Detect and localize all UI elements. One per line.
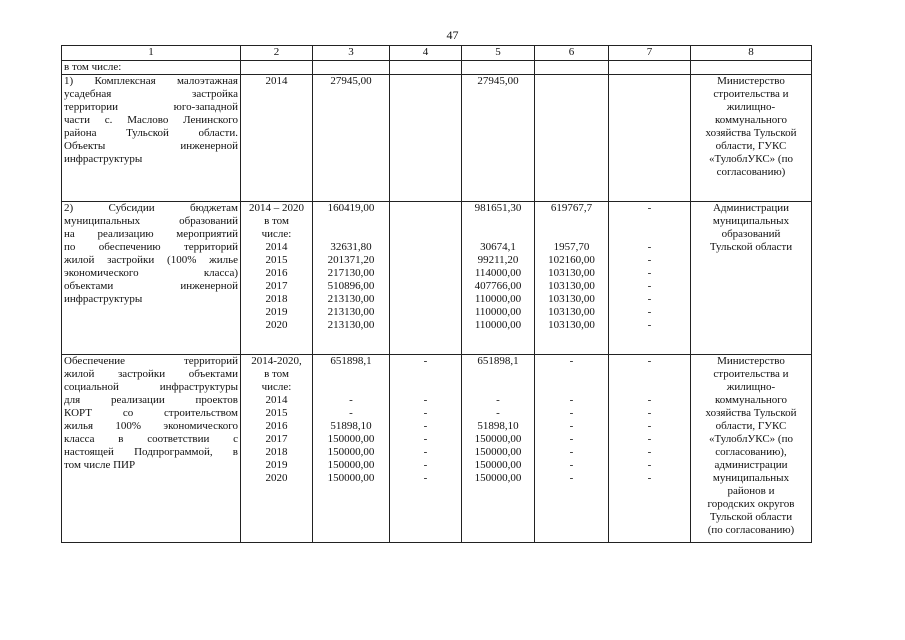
row1-exec-line: согласованию) — [716, 166, 786, 178]
row2-desc-line: 2) Субсидии бюджетам — [64, 202, 238, 214]
row1-desc-line: территории юго-западной — [64, 101, 238, 113]
table-row — [62, 75, 812, 202]
row2-year: 2018 — [265, 293, 288, 305]
row3-year: 2015 — [265, 407, 288, 419]
row1-executor — [691, 75, 812, 202]
row1-desc-line: усадебная застройка — [64, 88, 238, 100]
row3-exec-line: городских округов — [707, 498, 795, 510]
row3-exec-line: районов и — [727, 485, 775, 497]
row3-col4-value — [392, 368, 459, 381]
row2-exec-line: Администрации — [712, 202, 790, 214]
row3-col5-value: 150000,00 — [474, 446, 522, 458]
row3-col4-value: - — [423, 459, 428, 471]
row2-col3-value: 160419,00 — [327, 202, 375, 214]
row3-col3-value: 150000,00 — [327, 446, 375, 458]
row3-year: 2014-2020, — [251, 355, 302, 367]
row2-col7-value: - — [647, 267, 652, 279]
row1-exec-line: хозяйства Тульской — [705, 127, 797, 139]
row2-year: 2016 — [265, 267, 288, 279]
row2-col7-value: - — [647, 319, 652, 331]
row3-years — [241, 355, 313, 543]
row3-desc-line: жилья 100% экономического — [64, 420, 238, 432]
header-cell-5: 5 — [462, 46, 535, 61]
row2-desc-line: объектами инженерной — [64, 280, 238, 292]
row3-col7-value: - — [647, 407, 652, 419]
row3-col5-value — [464, 368, 532, 381]
row3-year: 2019 — [265, 459, 288, 471]
row3-col3-value: 150000,00 — [327, 459, 375, 471]
row3-desc-line: Обеспечение территорий — [64, 355, 238, 367]
row3-col7-value: - — [647, 355, 652, 367]
row1-desc-line: района Тульской области. — [64, 127, 238, 139]
row1-col4 — [390, 75, 462, 202]
row2-col5-value: 110000,00 — [474, 306, 522, 318]
row3-col5-value: 150000,00 — [474, 459, 522, 471]
row3-col6 — [535, 355, 609, 543]
row3-exec-line: Тульской области — [709, 511, 793, 523]
row3-year: 2016 — [265, 420, 288, 432]
row3-exec-line: Министерство — [717, 355, 785, 367]
row3-col4-value: - — [423, 355, 428, 367]
row2-year: 2020 — [265, 319, 288, 331]
row2-description — [62, 202, 241, 355]
row1-exec-line: жилищно- — [726, 101, 776, 113]
row3-col7-value — [611, 381, 688, 394]
row1-desc-line: инфраструктуры — [64, 153, 143, 165]
row3-col4-value: - — [423, 420, 428, 432]
row3-col7-value: - — [647, 459, 652, 471]
row2-col6-value: 103130,00 — [548, 293, 595, 305]
row3-col3-value: - — [349, 394, 353, 406]
row2-desc-line: инфраструктуры — [64, 293, 143, 305]
row3-col5-value: 651898,1 — [477, 355, 519, 367]
row3-col4-value: - — [423, 394, 428, 406]
row3-col5-value: - — [496, 394, 500, 406]
row2-col6-value — [537, 228, 606, 241]
row2-executor — [691, 202, 812, 355]
page-number: 47 — [446, 28, 459, 42]
row2-desc-line: муниципальных образований — [64, 215, 238, 227]
row3-desc-line: КОРТ со строительством — [64, 407, 238, 419]
row2-col7-value — [611, 228, 688, 241]
row2-col3-value: 510896,00 — [327, 280, 375, 292]
row2-col7-value: - — [647, 241, 652, 253]
subheading-cell: в том числе: — [62, 61, 241, 75]
row2-col5-value: 407766,00 — [474, 280, 522, 292]
table-row — [62, 202, 812, 355]
row1-exec-line: области, ГУКС — [715, 140, 787, 152]
row2-col3-value: 217130,00 — [327, 267, 375, 279]
row2-col7-value: - — [647, 280, 652, 292]
row2-col3 — [313, 202, 390, 355]
row3-col5-value: 51898,10 — [477, 420, 519, 432]
row2-col5-value: 110000,00 — [474, 319, 522, 331]
row3-col6-value: - — [569, 407, 574, 419]
row2-col3-value: 201371,20 — [327, 254, 375, 266]
row2-years — [241, 202, 313, 355]
row3-exec-line: жилищно- — [726, 381, 776, 393]
row2-year: 2014 – 2020 — [249, 202, 304, 214]
row2-year: числе: — [261, 228, 292, 240]
row3-col3-value: - — [349, 407, 353, 419]
row3-col7-value: - — [647, 420, 652, 432]
row3-col5-value: 150000,00 — [474, 472, 522, 484]
row2-col3-value — [315, 215, 387, 228]
row3-exec-line: муниципальных — [712, 472, 790, 484]
row3-col7-value: - — [647, 472, 652, 484]
row3-col4 — [390, 355, 462, 543]
header-cell-3: 3 — [313, 46, 390, 61]
row1-col7 — [609, 75, 691, 202]
row3-desc-line: том числе ПИР — [64, 459, 136, 471]
row2-col4 — [390, 202, 462, 355]
row3-desc-line: класса в соответствии с — [64, 433, 238, 445]
row1-exec-line: Министерство — [717, 75, 785, 87]
row1-exec-line: коммунального — [715, 114, 787, 126]
row3-exec-line: «ТулоблУКС» (по — [709, 433, 793, 445]
row2-col5-value: 981651,30 — [474, 202, 522, 214]
header-cell-2: 2 — [241, 46, 313, 61]
row2-col6-value: 103130,00 — [548, 267, 595, 279]
row3-col6-value: - — [569, 394, 574, 406]
row2-col6-value — [537, 215, 606, 228]
row2-desc-line: на реализацию мероприятий — [64, 228, 238, 240]
row3-col4-value — [392, 381, 459, 394]
row3-year: в том — [264, 368, 289, 380]
row3-exec-line: коммунального — [715, 394, 787, 406]
row2-col6 — [535, 202, 609, 355]
row3-col7-value: - — [647, 433, 652, 445]
row2-col5-value: 99211,20 — [477, 254, 519, 266]
program-table — [61, 45, 812, 543]
row3-desc-line: социальной инфраструктуры — [64, 381, 238, 393]
row3-year: 2014 — [265, 394, 288, 406]
row1-desc-line: части с. Маслово Ленинского — [64, 114, 238, 126]
header-cell-4: 4 — [390, 46, 462, 61]
row3-exec-line: строительства и — [713, 368, 789, 380]
row2-col5-value: 110000,00 — [474, 293, 522, 305]
row3-col3-value: 51898,10 — [330, 420, 372, 432]
row3-exec-line: (по согласованию) — [707, 524, 795, 536]
row2-col7-value: - — [647, 254, 652, 266]
row3-col6-value — [537, 381, 606, 394]
row3-col5-value: - — [496, 407, 500, 419]
row3-year: числе: — [261, 381, 292, 393]
row2-col6-value: 103130,00 — [548, 319, 595, 331]
row2-year: 2017 — [265, 280, 288, 292]
row2-col3-value: 213130,00 — [327, 306, 375, 318]
row3-executor — [691, 355, 812, 543]
header-cell-6: 6 — [535, 46, 609, 61]
row3-col6-value: - — [569, 472, 574, 484]
row3-exec-line: хозяйства Тульской — [705, 407, 797, 419]
row3-col5-value — [464, 381, 532, 394]
row3-desc-line: настоящей Подпрограммой, в — [64, 446, 238, 458]
row3-col5 — [462, 355, 535, 543]
row3-col3 — [313, 355, 390, 543]
row1-year: 2014 — [241, 75, 313, 202]
row2-col6-value: 103130,00 — [548, 306, 595, 318]
row3-year: 2020 — [265, 472, 288, 484]
row3-col3-value — [315, 381, 387, 394]
row3-col3-value — [315, 368, 387, 381]
row2-col7-value — [611, 215, 688, 228]
row2-year: 2014 — [265, 241, 288, 253]
row3-col6-value: - — [569, 446, 574, 458]
header-cell-8: 8 — [691, 46, 812, 61]
row2-year: 2015 — [265, 254, 288, 266]
row1-col3: 27945,00 — [313, 75, 390, 202]
row1-col5: 27945,00 — [462, 75, 535, 202]
header-cell-1: 1 — [62, 46, 241, 61]
row3-col5-value: 150000,00 — [474, 433, 522, 445]
row2-col7 — [609, 202, 691, 355]
row3-col3-value: 150000,00 — [327, 433, 375, 445]
row1-col6 — [535, 75, 609, 202]
row3-col4-value: - — [423, 446, 428, 458]
row3-col6-value — [537, 368, 606, 381]
row2-col3-value: 213130,00 — [327, 293, 375, 305]
row3-col6-value: - — [569, 355, 574, 367]
row3-description — [62, 355, 241, 543]
row3-col6-value: - — [569, 459, 574, 471]
row2-col7-value: - — [647, 306, 652, 318]
row2-col5-value — [464, 228, 532, 241]
row2-year: в том — [264, 215, 289, 227]
row2-col7-value: - — [647, 293, 652, 305]
row3-col6-value: - — [569, 433, 574, 445]
subheading-row — [62, 61, 812, 75]
row2-exec-line: муниципальных — [712, 215, 790, 227]
row3-exec-line: согласованию), — [715, 446, 787, 458]
row2-exec-line: образований — [721, 228, 781, 240]
row1-exec-line: «ТулоблУКС» (по — [709, 153, 793, 165]
header-cell-7: 7 — [609, 46, 691, 61]
row2-col5-value — [464, 215, 532, 228]
row1-exec-line: строительства и — [713, 88, 789, 100]
row3-year: 2018 — [265, 446, 288, 458]
row2-exec-line: Тульской области — [709, 241, 793, 253]
row3-col7-value: - — [647, 394, 652, 406]
row1-desc-line: 1) Комплексная малоэтажная — [64, 75, 238, 87]
row2-desc-line: жилой застройки (100% жилье — [64, 254, 238, 266]
row2-col6-value: 103130,00 — [548, 280, 595, 292]
row2-col6-value: 1957,70 — [553, 241, 590, 253]
row2-col3-value: 213130,00 — [327, 319, 375, 331]
row1-description — [62, 75, 241, 202]
row2-year: 2019 — [265, 306, 288, 318]
row2-col6-value: 102160,00 — [548, 254, 595, 266]
header-row — [62, 46, 812, 61]
row3-col7 — [609, 355, 691, 543]
row3-col3-value: 651898,1 — [330, 355, 372, 367]
row2-col7-value: - — [647, 202, 652, 214]
row1-desc-line: Объекты инженерной — [64, 140, 238, 152]
row3-col4-value: - — [423, 433, 428, 445]
row3-col4-value: - — [423, 472, 428, 484]
table-row — [62, 355, 812, 543]
row3-exec-line: администрации — [714, 459, 788, 471]
row2-col3-value: 32631,80 — [330, 241, 372, 253]
row3-col7-value — [611, 368, 688, 381]
row3-desc-line: для реализации проектов — [64, 394, 238, 406]
row3-col6-value: - — [569, 420, 574, 432]
row3-desc-line: жилой застройки объектами — [64, 368, 238, 380]
row3-year: 2017 — [265, 433, 288, 445]
row3-col4-value: - — [423, 407, 428, 419]
row2-col5 — [462, 202, 535, 355]
row2-col5-value: 30674,1 — [480, 241, 516, 253]
row2-desc-line: экономического класса) — [64, 267, 238, 279]
row2-col3-value — [315, 228, 387, 241]
row2-col6-value: 619767,7 — [550, 202, 593, 214]
row3-col7-value: - — [647, 446, 652, 458]
row3-col3-value: 150000,00 — [327, 472, 375, 484]
row2-desc-line: по обеспечению территорий — [64, 241, 238, 253]
row2-col5-value: 114000,00 — [474, 267, 522, 279]
row3-exec-line: области, ГУКС — [715, 420, 787, 432]
